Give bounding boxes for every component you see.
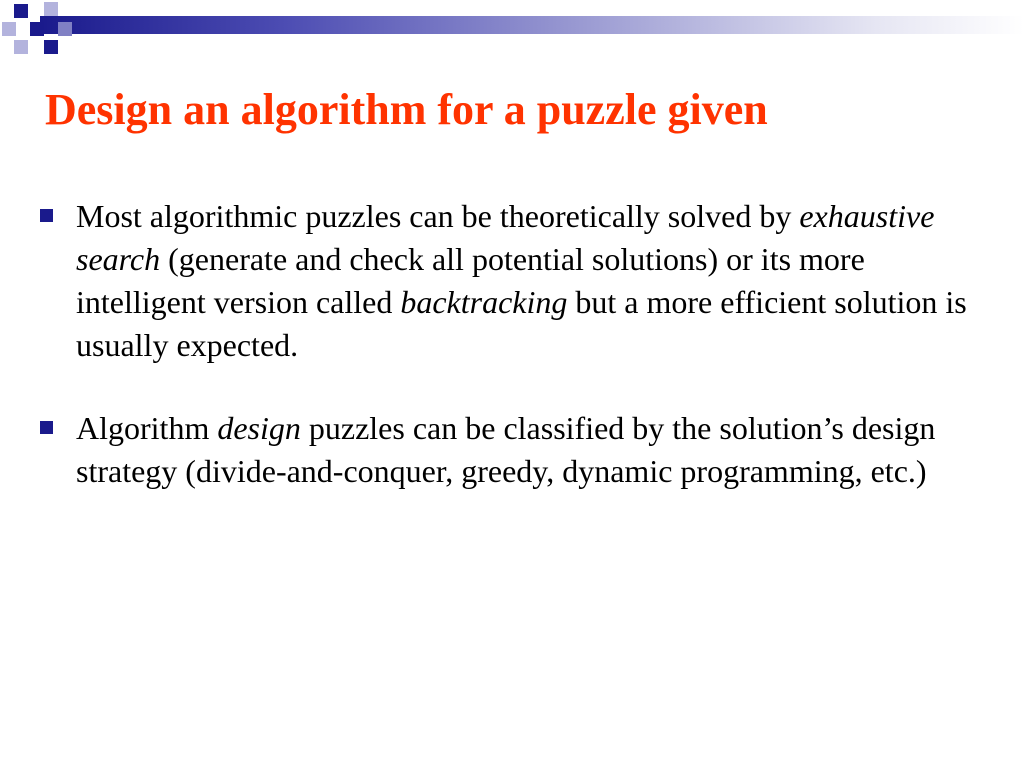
bullet-text-run: (generate and check all potential solutions) or its more intelligent version called [76,241,865,320]
decor-square [14,40,28,54]
decor-square [44,40,58,54]
bullet-item [36,407,986,493]
bullet-text-run: Algorithm [76,410,218,446]
decor-square [44,2,58,16]
bullet-square-icon [40,209,53,222]
bullet-text [76,410,935,489]
header-gradient-band [40,16,1024,34]
decor-square [14,4,28,18]
bullet-item [36,195,986,367]
bullet-text-run: but a more efficient solution is usually expected. [76,284,967,363]
bullet-square-icon [40,421,53,434]
bullet-text-run: Most algorithmic puzzles can be theoretically solved by [76,198,800,234]
bullet-text [76,198,967,363]
decor-square [58,22,72,36]
bullet-italic-term: exhaustive search [76,198,935,277]
slide-title: Design an algorithm for a puzzle given [45,85,768,134]
bullet-text-run: puzzles can be classified by the solution’s design strategy (divide-and-conquer, greedy, dynamic programming, etc.) [76,410,936,489]
bullet-list [36,195,986,493]
bullet-italic-term: design [217,410,301,446]
decor-square [2,22,16,36]
bullet-italic-term: backtracking [400,284,568,320]
decor-square [30,22,44,36]
